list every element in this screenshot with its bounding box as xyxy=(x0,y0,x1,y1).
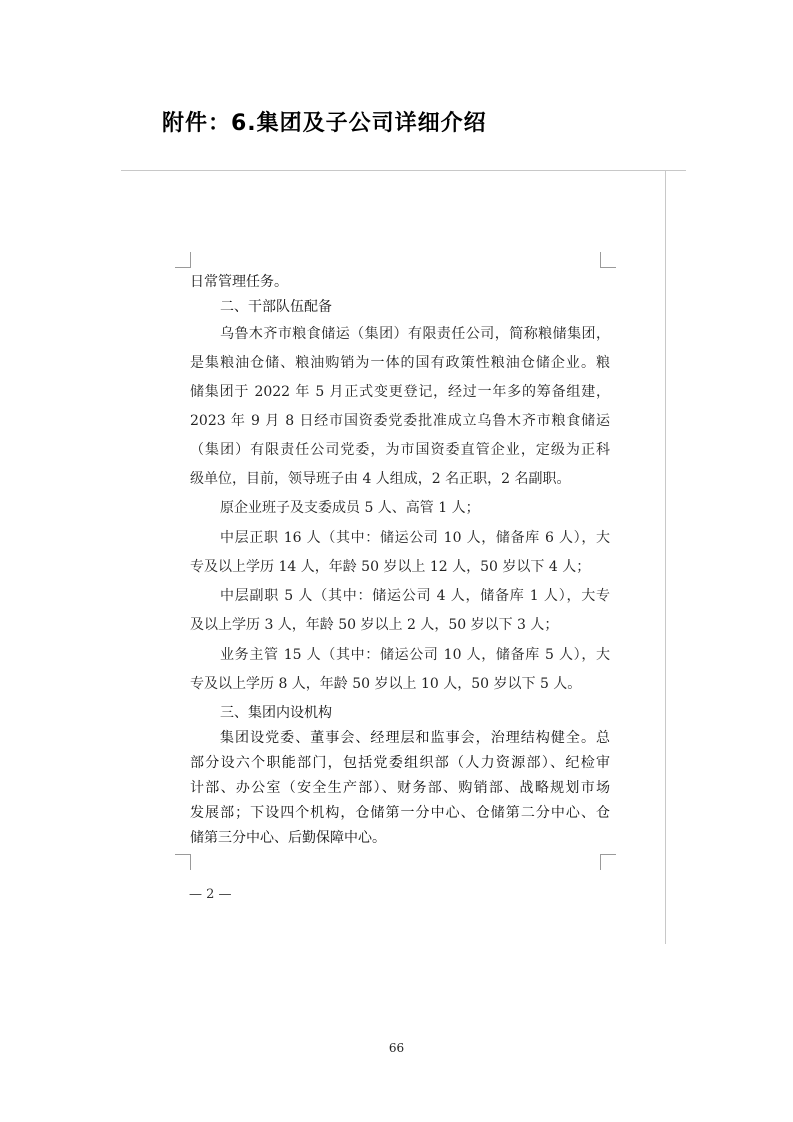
body-line: 专及以上学历 8 人，年龄 50 岁以上 10 人，50 岁以下 5 人。 xyxy=(190,676,582,692)
scan-frame-top-tick xyxy=(666,170,686,171)
scan-frame-right-border xyxy=(665,170,666,944)
body-line: 及以上学历 3 人，年龄 50 岁以上 2 人，50 岁以下 3 人； xyxy=(190,617,559,633)
body-line: 业务主管 15 人（其中：储运公司 10 人，储备库 5 人），大 xyxy=(220,647,610,663)
scan-page-footer: — 2 — xyxy=(189,887,232,902)
body-line: 集团设党委、董事会、经理层和监事会，治理结构健全。总 xyxy=(220,730,610,746)
scan-frame-top-border xyxy=(121,170,666,171)
body-line: 中层副职 5 人（其中：储运公司 4 人，储备库 1 人），大专 xyxy=(220,588,610,604)
crop-mark-bottom-left xyxy=(175,854,191,870)
body-line: 2023 年 9 月 8 日经市国资委党委批准成立乌鲁木齐市粮食储运 xyxy=(190,413,610,429)
body-line: 是集粮油仓储、粮油购销为一体的国有政策性粮油仓储企业。粮 xyxy=(190,355,610,371)
section-heading-cadre: 二、干部队伍配备 xyxy=(220,299,332,315)
body-line: 级单位，目前，领导班子由 4 人组成，2 名正职，2 名副职。 xyxy=(190,471,571,487)
body-line: 原企业班子及支委成员 5 人、高管 1 人； xyxy=(220,500,480,516)
attachment-heading: 附件：6.集团及子公司详细介绍 xyxy=(162,111,487,136)
page-number: 66 xyxy=(388,1041,405,1055)
body-line: 储第三分中心、后勤保障中心。 xyxy=(190,830,386,846)
body-line: （集团）有限责任公司党委，为市国资委直管企业，定级为正科 xyxy=(190,442,610,458)
crop-mark-bottom-right xyxy=(600,854,616,870)
crop-mark-top-right xyxy=(600,252,616,268)
body-line: 储集团于 2022 年 5 月正式变更登记，经过一年多的筹备组建， xyxy=(190,384,610,400)
section-heading-structure: 三、集团内设机构 xyxy=(220,705,332,721)
crop-mark-top-left xyxy=(175,252,191,268)
body-line: 发展部；下设四个机构，仓储第一分中心、仓储第二分中心、仓 xyxy=(190,805,610,821)
body-line: 计部、办公室（安全生产部）、财务部、购销部、战略规划市场 xyxy=(190,780,610,796)
body-line: 乌鲁木齐市粮食储运（集团）有限责任公司，简称粮储集团， xyxy=(220,326,610,342)
body-line: 中层正职 16 人（其中：储运公司 10 人，储备库 6 人），大 xyxy=(220,530,610,546)
body-line: 专及以上学历 14 人，年龄 50 岁以上 12 人，50 岁以下 4 人； xyxy=(190,559,591,575)
body-line: 部分设六个职能部门，包括党委组织部（人力资源部）、纪检审 xyxy=(190,755,610,771)
body-line: 日常管理任务。 xyxy=(190,274,288,290)
